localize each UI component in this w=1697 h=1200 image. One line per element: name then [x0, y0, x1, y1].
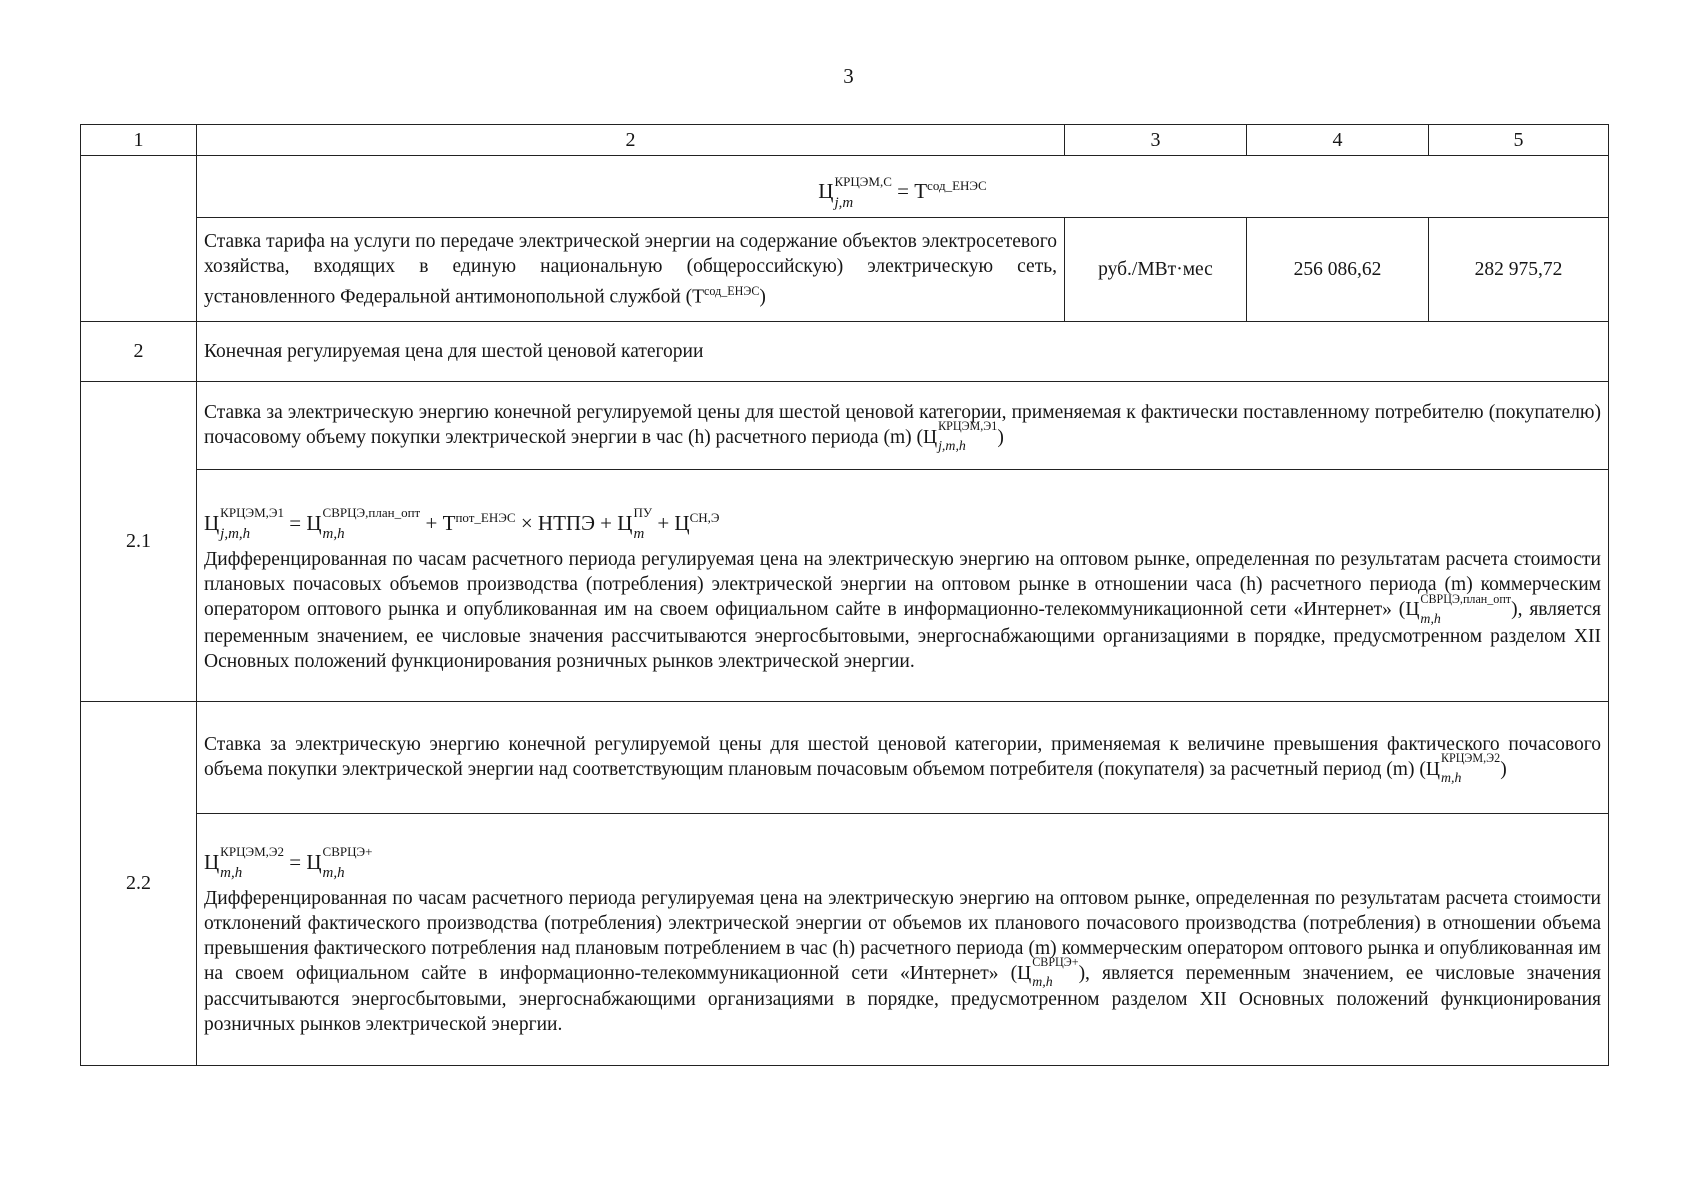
t-sod-value-col4: 256 086,62 [1247, 218, 1429, 322]
t-sod-text-end: ) [759, 286, 766, 308]
formula-c-sup: КРЦЭМ,С [834, 173, 892, 189]
section-2-1-expl-sub: m,h [1420, 611, 1441, 627]
section-2-2-desc-text: Ставка за электрическую энергию конечной регулируемой цены для шестой ценовой категории, применяемая к величине превышения фактического почасового объема покупки электрической энергии над соответствующим плановым почасовым объемом потребителя (покупателя) за расчетный период (m) ( [204, 733, 1601, 780]
f21-t4-sup: СН,Э [689, 510, 720, 526]
f21-t3-symbol: Ц [617, 511, 633, 536]
f21-eq: = [284, 511, 307, 536]
tariff-table [80, 124, 1609, 1066]
section-2-2-description [197, 702, 1609, 814]
f22-rhs-symbol: Ц [306, 849, 322, 874]
section-2-2-desc-sup: КРЦЭМ,Э2 [1440, 751, 1501, 766]
section-2-1-desc-sup: КРЦЭМ,Э1 [938, 419, 998, 434]
f21-t1-symbol: Ц [306, 511, 322, 536]
section-2-2-expl-sup: СВРЦЭ+ [1032, 955, 1079, 970]
f22-lhs-symbol: Ц [204, 849, 220, 874]
f21-t1-sub: m,h [322, 526, 345, 543]
table-row-2-1-description [81, 382, 1609, 470]
formula-c [197, 156, 1609, 218]
f22-lhs-sup: КРЦЭМ,Э2 [220, 843, 285, 859]
formula-c-rhs-sup: сод_ЕНЭС [927, 178, 987, 194]
f22-rhs-sup: СВРЦЭ+ [322, 843, 373, 859]
section-2-1-formula [204, 505, 1601, 543]
section-2-1-description [197, 382, 1609, 470]
section-2-2-formula [204, 843, 1601, 881]
t-sod-unit: руб./МВт·мес [1065, 218, 1247, 322]
table-row-t-sod [81, 218, 1609, 322]
f22-eq: = [284, 849, 307, 874]
f21-lhs-symbol: Ц [204, 511, 220, 536]
formula-c-eq: = [891, 179, 915, 204]
table-row-section-2 [81, 322, 1609, 382]
f22-lhs-sub: m,h [220, 864, 243, 881]
f21-plus2: + Ц [652, 511, 690, 536]
formula-c-sub: j,m [834, 194, 854, 211]
table-row-2-2-formula [81, 814, 1609, 1066]
header-col-4: 4 [1247, 125, 1429, 156]
section-2-2-desc-end: ) [1500, 758, 1507, 780]
f21-t3-sub: m [633, 526, 645, 543]
section-2-number: 2 [81, 322, 197, 382]
section-2-title: Конечная регулируемая цена для шестой ценовой категории [197, 322, 1609, 382]
section-2-1-number: 2.1 [81, 382, 197, 702]
f21-plus1: + Т [420, 511, 456, 536]
t-sod-value-col5: 282 975,72 [1429, 218, 1609, 322]
section-2-1-desc-symbol: Ц [922, 426, 938, 448]
t-sod-sup: сод_ЕНЭС [704, 284, 760, 299]
section-2-1-expl-sup: СВРЦЭ,план_опт [1420, 591, 1512, 606]
section-2-2-desc-sub: m,h [1440, 771, 1462, 787]
section-2-1-desc-sub: j,m,h [938, 439, 966, 455]
section-2-1-expl-a: Дифференцированная по часам расчетного периода регулируемая цена на электрическую энергию на оптовом рынке, определенная по результатам расчета стоимости плановых почасовых объемов производства (потребления) электрической энергии на оптовом рынке в отношении часа (h) расчетного периода (m) коммерческим оператором оптового рынка и опубликованная им на своем официальном сайте в информационно-телекоммуникационной сети «Интернет» ( [204, 549, 1601, 621]
section-2-2-expl-b: ), является переменным значением, ее числовые значения рассчитываются энергосбытовыми, энергоснабжающими организациями в порядке, предусмотренном разделом XII Основных положений функционирования розничных рынков электрической энергии. [204, 962, 1601, 1036]
section-2-2-desc-symbol: Ц [1425, 758, 1440, 780]
formula-c-rhs: Т [914, 179, 928, 204]
section-2-2-expl-symbol: Ц [1017, 962, 1032, 984]
section-2-1-expl-b: ), является переменным значением, ее числовые значения рассчитываются энергосбытовыми, энергоснабжающими организациями в порядке, предусмотренном разделом XII Основных положений функционирования розничных рынков электрической энергии. [204, 599, 1601, 672]
header-col-2: 2 [197, 125, 1065, 156]
section-2-2-number: 2.2 [81, 702, 197, 1066]
row-number-empty [81, 156, 197, 322]
f21-lhs-sub: j,m,h [220, 526, 251, 543]
table-row-2-2-description [81, 702, 1609, 814]
f21-times: × НТПЭ + [515, 511, 618, 536]
table-header-row [81, 125, 1609, 156]
section-2-1-expl-symbol: Ц [1405, 599, 1420, 621]
section-2-1-desc-text: Ставка за электрическую энергию конечной регулируемой цены для шестой ценовой категории, применяемая к фактически поставленному потребителю (покупателю) почасовому объему покупки электрической энергии в час (h) расчетного периода (m) ( [204, 401, 1601, 448]
section-2-1-formula-cell [197, 470, 1609, 702]
header-col-3: 3 [1065, 125, 1247, 156]
t-sod-text: Ставка тарифа на услуги по передаче электрической энергии на содержание объектов электросетевого хозяйства, входящих в единую национальную (общероссийскую) электрическую сеть, установленного Федеральной антимонопольной службой (Т [204, 231, 1057, 308]
header-col-5: 5 [1429, 125, 1609, 156]
section-2-2-formula-cell [197, 814, 1609, 1066]
section-2-2-expl-a: Дифференцированная по часам расчетного периода регулируемая цена на электрическую энергию на оптовом рынке, определенная по результатам расчета стоимости отклонений фактического производства (потребления) электрической энергии от объемов их планового почасового производства (потребления) в отношении объема превышения фактического потребления над плановым потреблением в час (h) расчетного периода (m) коммерческим оператором оптового рынка и опубликованная им на своем официальном сайте в информационно-телекоммуникационной сети «Интернет» ( [204, 887, 1601, 984]
table-row-2-1-formula [81, 470, 1609, 702]
f21-t3-sup: ПУ [633, 505, 653, 521]
f21-t1-sup: СВРЦЭ,план_опт [322, 505, 421, 521]
f21-t2-sup: пот_ЕНЭС [455, 510, 516, 526]
formula-c-symbol: Ц [818, 179, 834, 204]
section-2-2-expl-sub: m,h [1032, 975, 1053, 991]
section-2-1-desc-end: ) [997, 426, 1004, 448]
page-number: 3 [843, 64, 854, 88]
section-2-2-explanation [204, 886, 1601, 1038]
t-sod-description [197, 218, 1065, 322]
section-2-1-explanation [204, 547, 1601, 674]
header-col-1: 1 [81, 125, 197, 156]
f21-lhs-sup: КРЦЭМ,Э1 [220, 505, 285, 521]
table-row-formula-c [81, 156, 1609, 218]
f22-rhs-sub: m,h [322, 864, 345, 881]
